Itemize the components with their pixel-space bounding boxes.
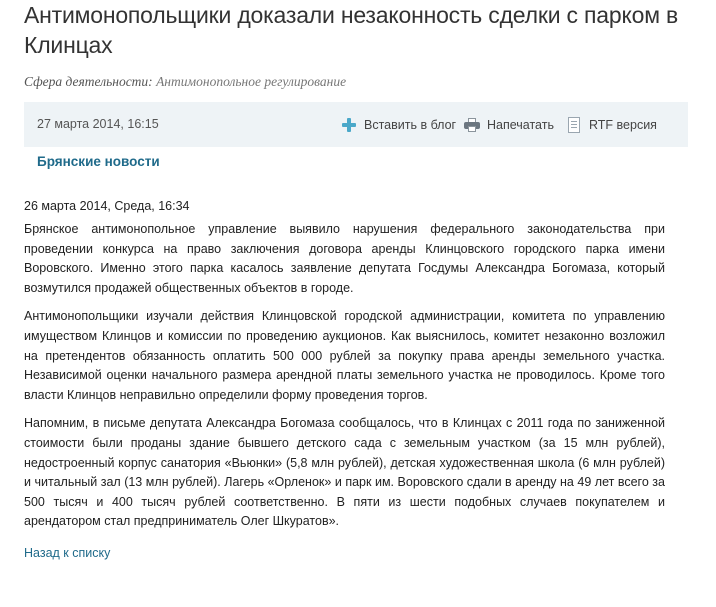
article-paragraph: Антимонопольщики изучали действия Клинцовской городской администрации, комитета по управлению имуществом Клинцов и комиссии по проведению аукционов. Как выяснилось, комитет незаконно возложил на претендентов обязанность оплатить 500 000 рублей за покупку права аренды земельного участка. Независимой оценки начального размера арендной платы земельного участка не проводилось. Кроме того власти Клинцов неправильно определили форму проведения торгов. (24, 309, 665, 402)
document-icon (566, 117, 582, 133)
page-title: Антимонопольщики доказали незаконность сделки с парком в Клинцах (24, 2, 679, 58)
activity-sphere (24, 74, 346, 90)
publish-date: 27 марта 2014, 16:15 (37, 117, 159, 131)
plus-icon (341, 117, 357, 133)
print-button[interactable] (464, 116, 554, 134)
printer-icon (464, 117, 480, 133)
sphere-label: Сфера деятельности: (24, 74, 153, 89)
article-date: 26 марта 2014, Среда, 16:34 (24, 199, 190, 213)
insert-to-blog-button[interactable] (341, 116, 456, 134)
article-paragraph: Напомним, в письме депутата Александра Богомаза сообщалось, что в Клинцах с 2011 года по заниженной стоимости были проданы здание бывшего детского сада с земельным участком (за 15 млн рублей), недостроенный корпус санатория «Вьюнки» (5,8 млн рублей), детская художественная школа (6 млн рублей) и читальный зал (13 млн рублей). Лагерь «Орленок» и парк им. Воровского сдали в аренду на 49 лет всего за 500 тысяч и 400 тысяч рублей соответственно. В пяти из шести подобных случаев покупателем и арендатором стал предприниматель Олег Шкуратов». (24, 416, 665, 529)
print-label: Напечатать (487, 118, 554, 132)
back-to-list-link[interactable]: Назад к списку (24, 546, 111, 560)
article-body (24, 220, 665, 541)
sphere-value: Антимонопольное регулирование (156, 74, 347, 89)
article-toolbar (24, 102, 688, 147)
article-paragraph: Брянское антимонопольное управление выявило нарушения федерального законодательства при проведении конкурса на право заключения договора аренды Клинцовского городского парка имени Воровского. Именно этого парка касалось заявление депутата Госдумы Александра Богомаза, который возмутился продажей общественных объектов в городе. (24, 222, 665, 295)
rtf-version-label: RTF версия (589, 118, 657, 132)
rtf-version-button[interactable] (566, 116, 657, 134)
insert-to-blog-label: Вставить в блог (364, 118, 457, 132)
source-link[interactable]: Брянские новости (37, 154, 160, 169)
